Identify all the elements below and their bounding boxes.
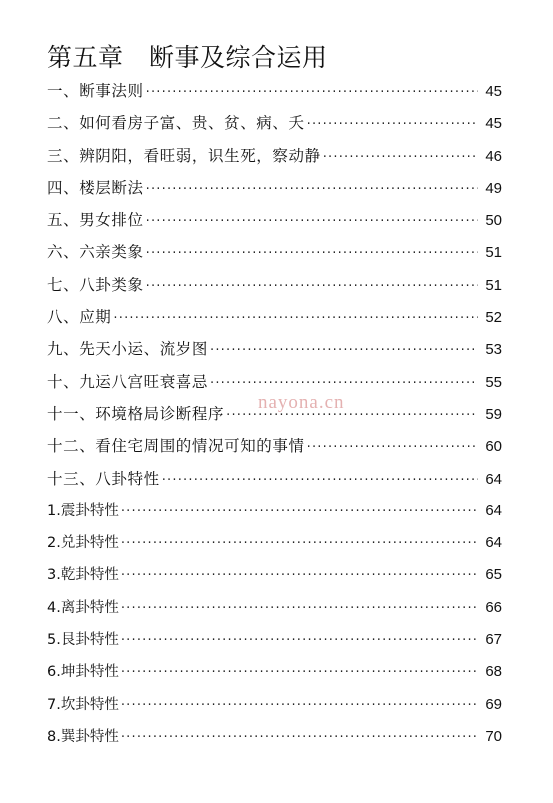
toc-entry[interactable] — [47, 498, 502, 530]
toc-entry-page: 66 — [485, 598, 502, 616]
toc-entry[interactable] — [47, 724, 502, 756]
toc-entry[interactable] — [47, 659, 502, 691]
toc-entry[interactable] — [47, 175, 502, 207]
toc-entry-page: 68 — [485, 663, 502, 681]
dot-leader — [121, 692, 478, 718]
toc-entry-page: 45 — [485, 83, 502, 100]
toc-entry-title: 7.坎卦特性 — [47, 696, 119, 713]
toc-entry-title: 六、六亲类象 — [47, 243, 144, 262]
toc-entry[interactable] — [47, 595, 502, 627]
toc-entry[interactable] — [47, 143, 502, 175]
toc-entry-page: 55 — [485, 373, 502, 391]
toc-entry-page: 70 — [485, 727, 502, 745]
toc-entry-title: 七、八卦类象 — [47, 275, 144, 294]
toc-entry[interactable] — [47, 272, 502, 304]
dot-leader — [210, 336, 478, 362]
dot-leader — [210, 369, 478, 395]
toc-entry-title: 三、辨阴阳，看旺弱，识生死，察动静 — [47, 146, 321, 165]
toc-entry[interactable] — [47, 78, 502, 110]
dot-leader — [307, 433, 478, 459]
toc-entry[interactable] — [47, 239, 502, 271]
toc-entry-title: 五、男女排位 — [47, 211, 144, 230]
toc-entry-title: 5.艮卦特性 — [47, 632, 119, 649]
dot-leader — [121, 562, 478, 588]
toc-entry-page: 64 — [485, 534, 502, 552]
toc-entry-page: 51 — [485, 276, 502, 294]
dot-leader — [146, 78, 478, 104]
toc-entry-title: 八、应期 — [47, 308, 112, 327]
toc-entry-page: 53 — [485, 341, 502, 359]
toc-entry-title: 二、如何看房子富、贵、贫、病、夭 — [47, 114, 305, 133]
toc-entry-title: 十二、看住宅周围的情况可知的事情 — [47, 437, 305, 456]
toc-entry-page: 64 — [485, 501, 502, 519]
dot-leader — [121, 498, 478, 524]
toc-entry[interactable] — [47, 562, 502, 594]
table-of-contents — [47, 78, 502, 756]
dot-leader — [146, 239, 478, 265]
toc-entry-page: 51 — [485, 244, 502, 262]
dot-leader — [113, 304, 478, 330]
toc-entry[interactable] — [47, 110, 502, 142]
dot-leader — [146, 272, 478, 298]
toc-entry-page: 50 — [485, 212, 502, 230]
toc-entry-title: 四、楼层断法 — [47, 178, 144, 197]
watermark: nayona.cn — [258, 392, 345, 413]
toc-entry-page: 60 — [485, 438, 502, 456]
toc-entry-page: 45 — [485, 115, 502, 133]
toc-entry-title: 3.乾卦特性 — [47, 567, 119, 584]
toc-entry-title: 十一、环境格局诊断程序 — [47, 404, 225, 423]
toc-entry[interactable] — [47, 207, 502, 239]
toc-entry-title: 2.兑卦特性 — [47, 535, 119, 552]
toc-entry[interactable] — [47, 530, 502, 562]
toc-entry-title: 4.离卦特性 — [47, 599, 119, 616]
toc-entry[interactable] — [47, 466, 502, 498]
dot-leader — [162, 466, 478, 492]
dot-leader — [121, 530, 478, 556]
dot-leader — [121, 627, 478, 653]
toc-entry-title: 6.坤卦特性 — [47, 664, 119, 681]
toc-entry[interactable] — [47, 304, 502, 336]
toc-entry-title: 8.巽卦特性 — [47, 728, 119, 745]
toc-entry-title: 1.震卦特性 — [47, 502, 119, 519]
dot-leader — [323, 143, 478, 169]
toc-entry-page: 64 — [485, 470, 502, 488]
toc-entry-page: 59 — [485, 405, 502, 423]
toc-entry[interactable] — [47, 433, 502, 465]
toc-entry[interactable] — [47, 336, 502, 368]
dot-leader — [146, 175, 478, 201]
dot-leader — [121, 659, 478, 685]
toc-entry-page: 49 — [485, 179, 502, 197]
toc-entry-title: 一、断事法则 — [47, 82, 144, 100]
dot-leader — [146, 207, 478, 233]
toc-entry-page: 46 — [485, 147, 502, 165]
toc-entry-title: 十三、八卦特性 — [47, 469, 160, 488]
toc-entry-page: 52 — [485, 309, 502, 327]
toc-entry-title: 十、九运八宫旺衰喜忌 — [47, 372, 209, 391]
toc-entry-page: 65 — [485, 566, 502, 584]
toc-entry-title: 九、先天小运、流岁图 — [47, 340, 209, 359]
dot-leader — [121, 595, 478, 621]
toc-entry-page: 67 — [485, 631, 502, 649]
toc-entry[interactable] — [47, 692, 502, 724]
dot-leader — [121, 724, 478, 750]
toc-entry-page: 69 — [485, 695, 502, 713]
dot-leader — [307, 110, 478, 136]
toc-entry[interactable] — [47, 627, 502, 659]
chapter-title: 第五章 断事及综合运用 — [47, 43, 328, 72]
